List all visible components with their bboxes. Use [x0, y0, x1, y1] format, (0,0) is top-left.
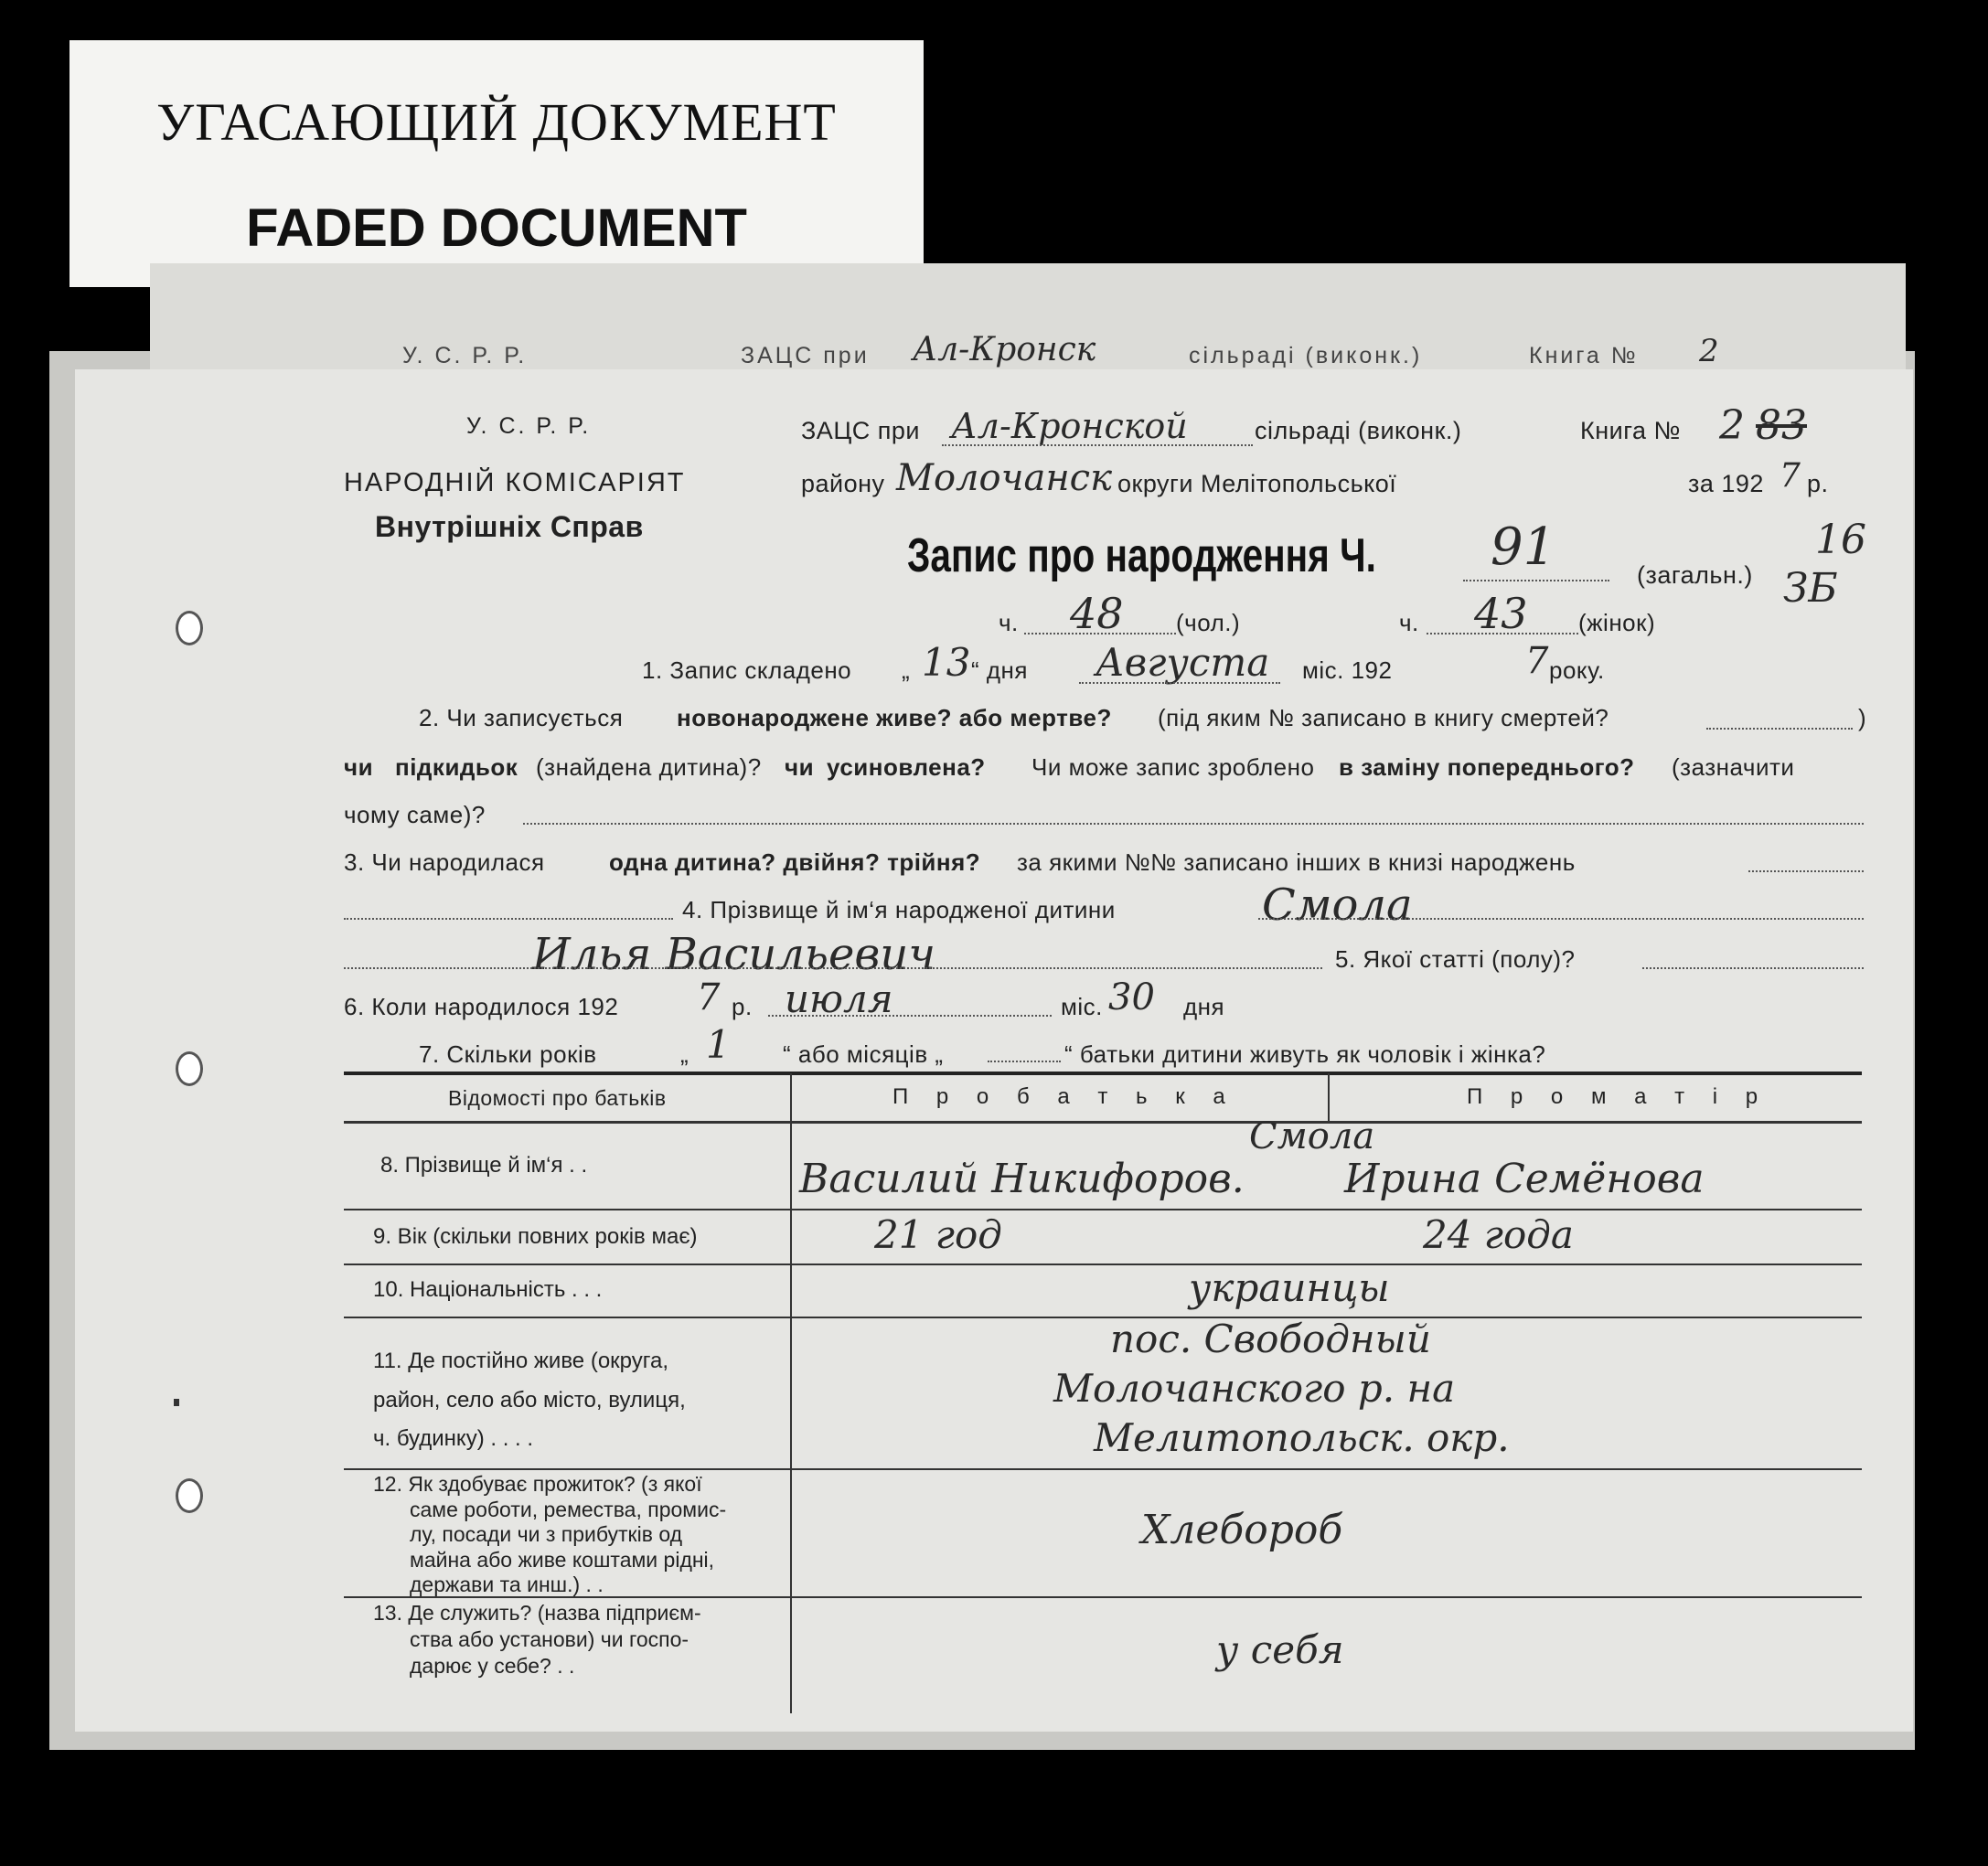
- commissariat-line1: НАРОДНІЙ КОМІСАРІЯТ: [344, 468, 686, 497]
- field-1-month-hw: Августа: [1096, 640, 1270, 685]
- label-russian: УГАСАЮЩИЙ ДОКУМЕНТ: [156, 92, 837, 152]
- header-father: П р о б а т ь к а: [892, 1084, 1236, 1109]
- field-2-a: 2. Чи записується: [419, 704, 624, 731]
- field-2-m: чому саме)?: [344, 801, 486, 828]
- row-11-label-2: район, село або місто, вулиця,: [373, 1387, 686, 1413]
- back-village-hw: Ал-Кронск: [913, 331, 1096, 368]
- field-7-b: “ або місяців „: [783, 1040, 944, 1068]
- faded-document-label: [69, 40, 924, 287]
- label-english: FADED DOCUMENT: [246, 198, 747, 258]
- punch-mark: [174, 1399, 179, 1406]
- workplace-hw: у себя: [1216, 1627, 1344, 1672]
- field-2-d: ): [1858, 704, 1867, 731]
- field-2-e: чи: [344, 753, 374, 781]
- year-hw: 7: [1780, 457, 1801, 495]
- birth-year-hw: 7: [697, 976, 721, 1018]
- field-6-r: р.: [732, 993, 753, 1020]
- district-hw: Молочанск: [896, 457, 1112, 499]
- female-label: (жінок): [1578, 609, 1656, 636]
- row-13-label-3: дарює у себе? . .: [410, 1653, 575, 1678]
- row-13-label-1: 13. Де служить? (назва підприєм-: [373, 1601, 701, 1625]
- nationality-hw: украинцы: [1189, 1265, 1390, 1310]
- row-9-label: 9. Вік (скільки повних років має): [373, 1224, 698, 1249]
- field-6-dnia: дня: [1183, 993, 1225, 1020]
- female-prefix: ч.: [1399, 609, 1419, 636]
- row-12-label-1: 12. Як здобуває прожиток? (з якої: [373, 1472, 702, 1496]
- table-divider-2: [1328, 1073, 1330, 1121]
- residence-hw-3: Мелитопольск. окр.: [1094, 1415, 1510, 1460]
- row-11-label-1: 11. Де постійно живе (округа,: [373, 1349, 668, 1373]
- field-1-day-label: “ дня: [971, 656, 1028, 684]
- field-6-label: 6. Коли народилося 192: [344, 993, 619, 1020]
- header-mother: П р о м а т і р: [1467, 1084, 1769, 1109]
- field-2-g: (знайдена дитина)?: [536, 753, 762, 781]
- back-zags: ЗАЦС при: [741, 343, 870, 368]
- table-divider-1: [790, 1073, 792, 1713]
- header-parents-info: Відомості про батьків: [448, 1086, 667, 1110]
- birth-month-hw: июля: [785, 976, 893, 1021]
- record-number-hw: 91: [1491, 517, 1556, 577]
- birth-day-hw: 30: [1108, 976, 1155, 1018]
- okrug-label: округи Мелітопольської: [1117, 470, 1397, 497]
- field-5-label: 5. Якої статті (полу)?: [1335, 945, 1576, 973]
- margin-mark-1: 16: [1815, 517, 1866, 563]
- years-together-hw: 1: [706, 1022, 731, 1067]
- mother-name-hw: Ирина Семёнова: [1344, 1156, 1705, 1202]
- year-suffix: р.: [1807, 470, 1829, 497]
- book-label: Книга №: [1580, 417, 1681, 444]
- father-age-hw: 21 год: [874, 1212, 1002, 1257]
- field-1-year-hw: 7: [1525, 640, 1549, 682]
- back-book-hw: 2: [1699, 333, 1719, 369]
- surname-hw: Смола: [1249, 1115, 1375, 1157]
- occupation-hw: Хлебороб: [1141, 1507, 1343, 1553]
- child-name-hw: Илья Васильевич: [532, 929, 936, 980]
- back-council: сільраді (виконк.): [1189, 343, 1423, 368]
- row-12-label-5: держави та инш.) . .: [410, 1573, 604, 1597]
- field-2-b: новонароджене живе? або мертве?: [677, 704, 1112, 731]
- row-12-label-4: майна або живе коштами рідні,: [410, 1547, 715, 1572]
- field-2-i: усиновлена?: [827, 753, 986, 781]
- field-2-c: (під яким № записано в книгу смертей?: [1158, 704, 1609, 731]
- row-10-label: 10. Національність . . .: [373, 1277, 603, 1302]
- male-count-hw: 48: [1070, 589, 1124, 638]
- row-8-label: 8. Прізвище й ім‘я . .: [380, 1153, 588, 1178]
- field-3-c: за якими №№ записано інших в книзі народжень: [1017, 848, 1576, 876]
- residence-hw-2: Молочанского р. на: [1053, 1366, 1456, 1411]
- table-top-border: [344, 1072, 1862, 1075]
- punch-hole: [176, 611, 203, 645]
- field-1-day-hw: 13: [922, 640, 971, 685]
- male-label: (чол.): [1176, 609, 1241, 636]
- record-title: Запис про народження Ч.: [907, 529, 1376, 582]
- male-prefix: ч.: [999, 609, 1019, 636]
- field-7-a: 7. Скільки років: [419, 1040, 597, 1068]
- year-prefix: за 192: [1688, 470, 1764, 497]
- field-2-f: підкидьок: [395, 753, 518, 781]
- back-republic: У. С. Р. Р.: [402, 343, 528, 368]
- field-6-mis: міс.: [1061, 993, 1103, 1020]
- book-number-struck-hw: 83: [1756, 402, 1807, 449]
- mother-age-hw: 24 года: [1423, 1212, 1574, 1257]
- book-number-hw: 2: [1719, 402, 1745, 449]
- field-1-prefix: 1. Запис складено: [642, 656, 852, 684]
- row-12-label-2: саме роботи, ремества, промис-: [410, 1497, 727, 1521]
- field-2-k: в заміну попереднього?: [1339, 753, 1635, 781]
- field-2-j: Чи може запис зроблено: [1031, 753, 1315, 781]
- punch-hole: [176, 1051, 203, 1086]
- field-1-month-label: міс. 192: [1302, 656, 1393, 684]
- child-surname-hw: Смола: [1262, 880, 1413, 931]
- council-label: сільраді (виконк.): [1255, 417, 1462, 444]
- field-2-h: чи: [785, 753, 815, 781]
- margin-mark-2: ЗБ: [1783, 565, 1838, 612]
- row-12-label-3: лу, посади чи з прибутків од: [410, 1522, 683, 1547]
- village-hw: Ал-Кронской: [951, 406, 1188, 446]
- field-1-suffix: року.: [1549, 656, 1605, 684]
- commissariat-line2: Внутрішніх Справ: [375, 510, 644, 543]
- republic-label: У. С. Р. Р.: [466, 413, 592, 439]
- row-13-label-2: ства або установи) чи госпо-: [410, 1626, 689, 1651]
- father-name-hw: Василий Никифоров.: [799, 1156, 1245, 1202]
- district-label: району: [801, 470, 885, 497]
- punch-hole: [176, 1478, 203, 1513]
- field-2-l: (зазначити: [1672, 753, 1795, 781]
- field-4-label: 4. Прізвище й ім‘я народженої дитини: [682, 896, 1116, 923]
- back-book-label: Книга №: [1529, 343, 1639, 368]
- female-count-hw: 43: [1474, 589, 1528, 638]
- residence-hw-1: пос. Свободный: [1110, 1317, 1431, 1361]
- field-3-a: 3. Чи народилася: [344, 848, 545, 876]
- field-7-c: “ батьки дитини живуть як чоловік і жінка?: [1064, 1040, 1546, 1068]
- row-11-label-3: ч. будинку) . . . .: [373, 1426, 534, 1452]
- general-label: (загальн.): [1637, 561, 1753, 589]
- zags-label: ЗАЦС при: [801, 417, 921, 444]
- field-3-b: одна дитина? двійня? трійня?: [609, 848, 981, 876]
